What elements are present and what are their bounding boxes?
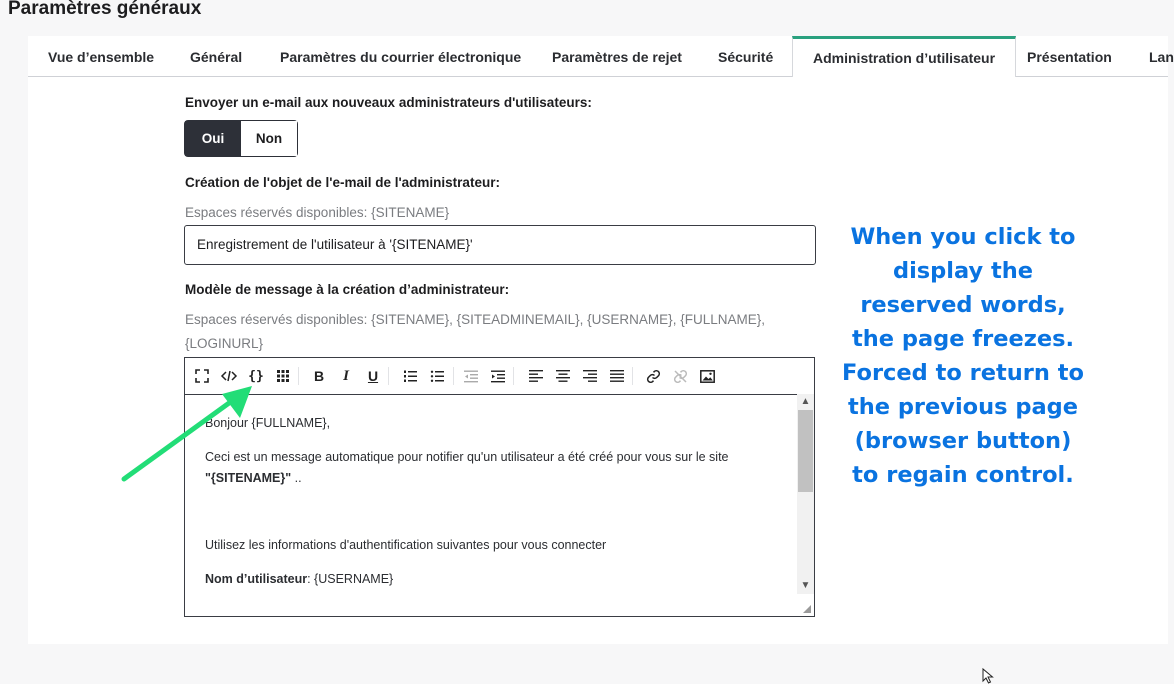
underline-icon[interactable]: U [367, 368, 379, 384]
template-placeholders-hint-continued: {LOGINURL} [185, 336, 264, 351]
table-grid-icon[interactable] [274, 367, 292, 385]
scrollbar-thumb[interactable] [798, 410, 813, 492]
tab-presentation[interactable]: Présentation [1027, 49, 1112, 65]
message-intro-text: Ceci est un message automatique pour notifier qu'un utilisateur a été créé pour vous sur le site [205, 450, 729, 464]
tab-overview[interactable]: Vue d’ensemble [48, 49, 155, 65]
tab-language[interactable]: Lan [1149, 49, 1174, 65]
editor-toolbar [185, 358, 814, 395]
unlink-icon[interactable] [671, 367, 689, 385]
tab-bounce-settings[interactable]: Paramètres de rejet [552, 49, 682, 65]
subject-label: Création de l'objet de l'e-mail de l'administrateur: [185, 175, 500, 190]
link-icon[interactable] [644, 367, 662, 385]
subject-input[interactable]: Enregistrement de l'utilisateur à '{SITENAME}' [184, 225, 816, 265]
scroll-down-icon[interactable]: ▼ [800, 580, 811, 591]
align-justify-icon[interactable] [608, 367, 626, 385]
bold-icon[interactable]: B [313, 368, 325, 384]
annotation-note: When you click to display the reserved words, the page freezes. Forced to return to the previous page (browser button) to regain control. [842, 224, 1084, 488]
bullet-list-icon[interactable] [428, 367, 446, 385]
green-arrow-icon [118, 380, 258, 490]
toggle-yes-button[interactable]: Oui [185, 121, 241, 156]
toggle-no-button[interactable]: Non [241, 121, 297, 156]
resize-handle-icon[interactable] [803, 605, 811, 613]
tab-user-administration[interactable]: Administration d’utilisateur [792, 36, 1016, 77]
outdent-icon[interactable] [462, 367, 480, 385]
rich-text-editor [184, 357, 815, 617]
message-sitename: "{SITENAME}" [205, 471, 292, 485]
mouse-cursor-icon [982, 668, 996, 684]
align-center-icon[interactable] [554, 367, 572, 385]
subject-placeholders-hint: Espaces réservés disponibles: {SITENAME} [185, 205, 450, 220]
italic-icon[interactable]: I [343, 367, 349, 384]
username-label: Nom d’utilisateur [205, 572, 308, 586]
page-title: Paramètres généraux [8, 0, 202, 19]
tab-bar [28, 36, 1174, 77]
editor-scrollbar[interactable] [797, 394, 814, 594]
template-label: Modèle de message à la création d’administrateur: [185, 282, 510, 297]
align-right-icon[interactable] [581, 367, 599, 385]
placeholders-icon[interactable]: {} [248, 368, 264, 384]
send-email-toggle [184, 120, 298, 157]
ordered-list-icon[interactable] [401, 367, 419, 385]
align-left-icon[interactable] [527, 367, 545, 385]
send-email-label: Envoyer un e-mail aux nouveaux administrateurs d'utilisateurs: [185, 95, 592, 110]
editor-content[interactable] [185, 394, 797, 616]
tab-security[interactable]: Sécurité [718, 49, 774, 65]
message-username-line [205, 569, 775, 590]
message-greeting: Bonjour {FULLNAME}, [205, 416, 331, 430]
message-intro [205, 447, 775, 489]
tab-email-settings[interactable]: Paramètres du courrier électronique [280, 49, 522, 65]
username-placeholder: : {USERNAME} [307, 572, 394, 586]
indent-icon[interactable] [489, 367, 507, 385]
message-credentials-intro: Utilisez les informations d'authentification suivantes pour vous connecter [205, 538, 607, 552]
image-icon[interactable] [698, 367, 716, 385]
tab-general[interactable]: Général [190, 49, 243, 65]
message-sitename-suffix: .. [291, 471, 302, 485]
template-placeholders-hint: Espaces réservés disponibles: {SITENAME}, {SITEADMINEMAIL}, {USERNAME}, {FULLNAME}, [185, 312, 765, 327]
scroll-up-icon[interactable]: ▲ [800, 396, 811, 407]
